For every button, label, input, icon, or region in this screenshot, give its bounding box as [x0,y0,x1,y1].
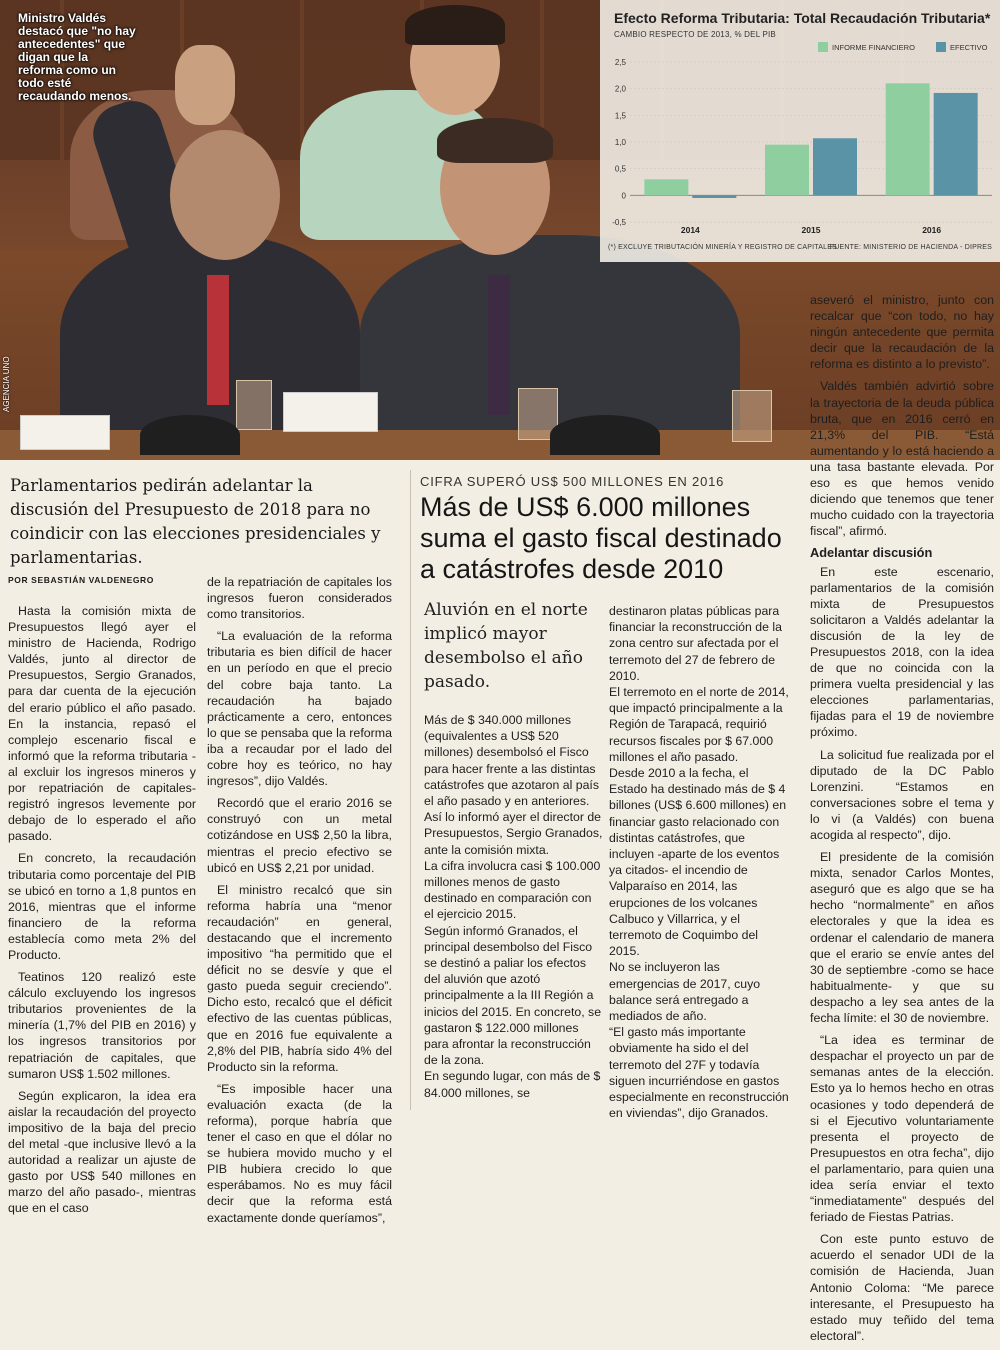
water-glass [236,380,272,430]
y-tick-label: 1,5 [614,111,626,121]
y-tick-label: 0,5 [614,164,626,174]
paragraph: “La evaluación de la reforma tributaria es bien difícil de hacer en un período en que el precio del cobre baja tanto. La recaudación ha bajado prácticamente a cero, entonces lo que se pensaba que la reforma iba a recaudar por el lado del cobre hoy es teórico, no hay ingresos”, dijo Valdés. [207,629,392,789]
y-tick-label: 2,5 [614,58,626,67]
paragraph: Según explicaron, la idea era aislar la recaudación del proyecto impositivo de la baja del precio del metal -que inclusive llevó a la autoridad a realizar un ajuste de gasto por US$ 540 millones en marzo del año pasado-, mientras que en el caso [8,1088,196,1216]
nameplate [20,415,110,450]
paragraph: Recordó que el erario 2016 se construyó con un metal cotizándose en US$ 2,50 la libra, mientras el precio efectivo se ubicó en US$ 2,21 por unidad. [207,796,392,875]
column-divider [410,470,411,1110]
raised-hand [175,45,235,125]
chart-title: Efecto Reforma Tributaria: Total Recaudación Tributaria* [614,10,991,26]
legend-label: EFECTIVO [950,43,988,52]
paragraph: Teatinos 120 realizó este cálculo excluyendo los ingresos tributarios provenientes de la minería (1,7% del PIB en 2016) y los ingresos transitorios por repatriación de capitales, que sumaron US$ 1.502 millones. [8,970,196,1081]
chart-panel [600,0,1000,262]
paragraph: Más de $ 340.000 millones (equivalentes a US$ 520 millones) desembolsó el Fisco para hacer frente a las distintas catástrofes que azotaron al país el año pasado y en anteriores. Así lo informó ayer el director de Presupuestos, Sergio Granados, ante la comisión mixta. [424,713,603,857]
paragraph: Desde 2010 a la fecha, el Estado ha destinado más de $ 4 billones (US$ 6.600 millones) en financiar gasto relacionado con distintas catástrofes, que incluyen -aparte de los eventos ya citados- el incendio de Valparaíso en 2014, las erupciones de los volcanes Calbuco y Villarrica, y el terremoto de Coquimbo del 2015. [609,766,787,959]
paragraph: No se incluyeron las emergencias de 2017, cuyo balance será entregado a mediados de año. [609,960,761,1024]
purple-tie [488,275,510,415]
lead-summary: Parlamentarios pedirán adelantar la discusión del Presupuesto de 2018 para no coindicir con las elecciones presidenciales y parlamentarias. [10,476,381,567]
column-4 [609,603,789,1122]
legend-swatch [818,42,828,52]
paragraph: El ministro recalcó que sin reforma habría una “menor recaudación” en general, destacando que el incremento impositivo “ha permitido que el déficit no se desvíe y que el gasto pueda seguir creciendo”. Dicho esto, recalcó que el déficit efectivo de las cuentas públicas, que en 2016 fue equivalente a 2,8% del PIB, habría sido 4% del Producto sin la reforma. [207,882,392,1074]
paragraph: En concreto, la recaudación tributaria como porcentaje del PIB se ubicó en torno a 1,8 puntos en 2016, mientras que el informe financiero de la reforma establecía como meta 2% del Producto. [8,851,196,962]
column-3 [424,712,604,1101]
paragraph: “Es imposible hacer una evaluación exacta (de la reforma), porque habría que tener el caso en que el dólar no se hubiera movido mucho y el PIB hubiera crecido lo que esperábamos. No es muy fácil decir que la reforma está exactamente donde queríamos”, [207,1081,392,1225]
hair-background [405,5,505,45]
bar [886,83,930,195]
column-5 [810,292,994,1350]
paragraph: de la repatriación de capitales los ingresos fueron considerados como transitorios. [207,575,392,622]
chart-note: (*) EXCLUYE TRIBUTACIÓN MINERÍA Y REGISTRO DE CAPITALES [608,244,837,251]
chart-subtitle: CAMBIO RESPECTO DE 2013, % DEL PIB [614,30,776,39]
y-tick-label: 0 [621,191,626,201]
paragraph: Según informó Granados, el principal desembolso del Fisco se destinó a paliar los efectos del aluvión que azotó principalmente a la III Región a inicios del 2015. En concreto, se gastaron $ 122.000 millones para afrontar la reconstrucción de la zona. [424,923,602,1068]
article-headline: Más de US$ 6.000 millones suma el gasto fiscal destinado a catástrofes desde 2010 [420,492,782,584]
nameplate [283,392,378,432]
paragraph: La cifra involucra casi $ 100.000 millones menos de gasto destinado en comparación con el ejercicio 2015. [424,858,601,922]
bar [765,145,809,196]
column-1 [8,603,196,1222]
y-tick-label: 2,0 [614,84,626,94]
bar [934,93,978,195]
photo-caption: Ministro Valdés destacó que "no hay antecedentes" que digan que la reforma como un todo esté recaudando menos. [18,11,136,103]
article-subhead: Aluvión en el norte implicó mayor desembolso el año pasado. [424,600,588,692]
paragraph: aseveró el ministro, junto con recalcar que “con todo, no hay ningún antecedente que permita decir que la recaudación de la reforma es distinto a lo previsto”. [810,293,994,372]
x-tick-label: 2016 [922,225,942,235]
byline: POR SEBASTIÁN VALDENEGRO [8,575,155,585]
column-2 [207,574,392,1232]
bar [644,179,688,195]
photo-credit: AGENCIA UNO [2,356,11,412]
y-tick-label: 1,0 [614,138,626,147]
paragraph: destinaron platas públicas para financiar la reconstrucción de la zona centro sur afectada por el terremoto del 27 de febrero de 2010. [609,604,782,683]
bar-chart [600,0,1000,262]
paragraph: En este escenario, parlamentarios de la comisión mixta de Presupuestos solicitaron a Valdés adelantar la discusión de la ley de Presupuestos 2018, con la idea de que no coincida con la primera vuelta presidencial y las elecciones parlamentarias, fijadas para el 19 de noviembre próximo. [810,564,994,740]
paragraph: Valdés también advirtió sobre la trayectoria de la deuda pública bruta, que en 2016 cerró en 21,3% del PIB. “Está aumentando y lo está haciendo a una tasa bastante elevada. Por eso es que hemos venido diciendo que tenemos que tener mucho cuidado con la trayectoria fiscal”, afirmó. [810,379,994,539]
director-hair [437,118,553,163]
paragraph: “La idea es terminar de despachar el proyecto un par de semanas antes de la elección. Esto ya lo hemos hecho en otras ocasiones y todo dependerá de si el Ejecutivo voluntariamente presenta el proyecto de Presupuestos en otra fecha”, dijo el parlamentario, para quien una idea sería enviar el texto “inmediatamente” después del feriado de Fiestas Patrias. [810,1033,994,1225]
chart-source: FUENTE: MINISTERIO DE HACIENDA - DIPRES [829,244,992,251]
y-tick-label: -0,5 [612,218,626,227]
microphone-base [140,415,240,455]
x-tick-label: 2015 [801,225,821,235]
paragraph: La solicitud fue realizada por el diputado de la DC Pablo Lorenzini. “Estamos en conversaciones sobre el tema y lo vi (a Valdés) con buena acogida al respecto”, dijo. [810,747,994,842]
red-tie [207,275,229,405]
paragraph: “El gasto más importante obviamente ha sido el del terremoto del 27F y todavía siguen incurriéndose en gastos especialmente en reconstrucción en viviendas”, dijo Granados. [609,1025,789,1121]
minister-head [170,130,280,260]
paragraph: Con este punto estuvo de acuerdo el senador UDI de la comisión de Hacienda, Juan Antonio Coloma: “Me parece interesante, el Presupuesto ha estado muy teñido del tema electoral”. [810,1232,994,1343]
bar [813,138,857,195]
paragraph: Hasta la comisión mixta de Presupuestos llegó ayer el ministro de Hacienda, Rodrigo Valdés, junto al director de Presupuestos, Sergio Granados, para dar cuenta de la ejecución del erario público el año pasado. En la instancia, repasó el complejo escenario fiscal e informó que la reforma tributaria -al excluir los ingresos mineros y por repatriación de capitales- registró ingresos levemente por debajo de lo esperado el año pasado. [8,604,196,844]
water-glass [732,390,772,442]
microphone-base [550,415,660,455]
bar [692,195,736,198]
x-tick-label: 2014 [680,225,700,235]
section-heading: Adelantar discusión [810,545,933,561]
article-kicker: CIFRA SUPERÓ US$ 500 MILLONES EN 2016 [420,474,725,489]
paragraph: En segundo lugar, con más de $ 84.000 millones, se [424,1069,601,1100]
legend-label: INFORME FINANCIERO [832,43,915,52]
legend-swatch [936,42,946,52]
paragraph: El terremoto en el norte de 2014, que impactó principalmente a la Región de Tarapacá, requirió recursos fiscales por $ 67.000 millones el año pasado. [609,685,789,764]
paragraph: El presidente de la comisión mixta, senador Carlos Montes, aseguró que es algo que se ha hecho “normalmente” en años electorales y que la idea es ordenar el calendario de manera que el erario se envíe antes del 30 de septiembre -como se hace habitualmente- y que su despacho a ley sea antes de la fecha límite: el 30 de noviembre. [810,850,994,1026]
